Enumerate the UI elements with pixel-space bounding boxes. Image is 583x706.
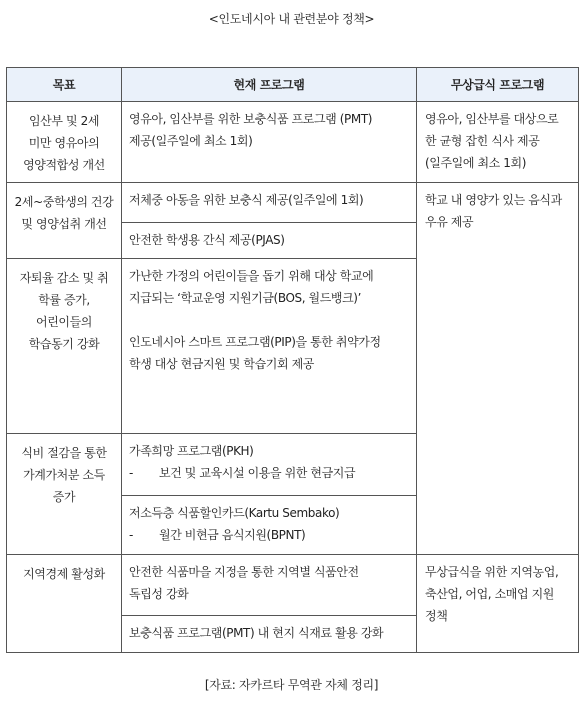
cell-line: 2세~중학생의 건강 bbox=[14, 195, 114, 209]
cell-line: 독립성 강화 bbox=[129, 587, 189, 601]
bullet-text: 월간 비현금 음식지원(BPNT) bbox=[159, 528, 306, 542]
current-program-cell bbox=[122, 183, 417, 223]
cell-line: 가족희망 프로그램(PKH) bbox=[129, 444, 254, 458]
bullet-text: 보건 및 교육시설 이용을 위한 현금지급 bbox=[159, 466, 356, 480]
cell-line: 지급되는 ‘학교운영 지원기금(BOS, 월드뱅크)’ bbox=[129, 291, 362, 305]
cell-line: 지역경제 활성화 bbox=[23, 567, 105, 581]
cell-line: 영유아, 임산부를 위한 보충식품 프로그램 (PMT) bbox=[129, 112, 373, 126]
table-header-row bbox=[7, 68, 579, 102]
cell-line: 제공(일주일에 최소 1회) bbox=[129, 134, 253, 148]
cell-line: 저체중 아동을 위한 보충식 제공(일주일에 1회) bbox=[129, 193, 364, 207]
header-free-meal-program: 무상급식 프로그램 bbox=[417, 68, 579, 102]
cell-line: 우유 제공 bbox=[425, 215, 474, 229]
cell-line: 안전한 학생용 간식 제공(PJAS) bbox=[129, 233, 285, 247]
cell-line: 미만 영유아의 bbox=[28, 136, 100, 150]
spacer bbox=[129, 309, 412, 331]
cell-line: 자퇴율 감소 및 취 bbox=[19, 271, 109, 285]
cell-line: 학습동기 강화 bbox=[28, 337, 100, 351]
cell-line: 영양적합성 개선 bbox=[23, 158, 105, 172]
cell-line: 영유아, 임산부를 대상으로 bbox=[425, 112, 559, 126]
bullet-line bbox=[129, 524, 412, 546]
cell-line: 저소득층 식품할인카드(Kartu Sembako) bbox=[129, 506, 340, 520]
cell-line: 인도네시아 스마트 프로그램(PIP)을 통한 취약가정 bbox=[129, 335, 381, 349]
cell-line: (일주일에 최소 1회) bbox=[425, 156, 526, 170]
current-program-cell bbox=[122, 434, 417, 496]
goal-cell bbox=[7, 555, 122, 653]
free-meal-cell bbox=[417, 102, 579, 183]
source-note: [자료: 자카르타 무역관 자체 정리] bbox=[204, 678, 379, 692]
cell-line: 식비 절감을 통한 bbox=[21, 446, 107, 460]
current-program-cell bbox=[122, 223, 417, 259]
current-program-cell bbox=[122, 496, 417, 555]
table-row bbox=[7, 102, 579, 183]
table-row bbox=[7, 183, 579, 223]
cell-line: 학률 증가, bbox=[38, 293, 90, 307]
cell-line: 보충식품 프로그램(PMT) 내 현지 식재료 활용 강화 bbox=[129, 626, 384, 640]
current-program-cell bbox=[122, 259, 417, 434]
cell-line: 및 영양섭취 개선 bbox=[21, 217, 107, 231]
cell-line: 학생 대상 현금지원 및 학습기회 제공 bbox=[129, 357, 314, 371]
free-meal-cell bbox=[417, 183, 579, 555]
goal-cell bbox=[7, 183, 122, 259]
cell-line: 학교 내 영양가 있는 음식과 bbox=[425, 193, 562, 207]
current-program-cell bbox=[122, 616, 417, 653]
cell-line: 증가 bbox=[52, 490, 76, 504]
current-program-cell bbox=[122, 555, 417, 616]
document-title: <인도네시아 내 관련분야 정책> bbox=[208, 12, 375, 26]
cell-line: 축산업, 어업, 소매업 지원 bbox=[425, 587, 554, 601]
cell-line: 어린이들의 bbox=[36, 315, 92, 329]
dash-marker: - bbox=[129, 466, 133, 480]
cell-line: 안전한 식품마을 지정을 통한 지역별 식품안전 bbox=[129, 565, 359, 579]
current-program-cell bbox=[122, 102, 417, 183]
policy-table bbox=[6, 67, 579, 653]
cell-line: 가난한 가정의 어린이들을 돕기 위해 대상 학교에 bbox=[129, 269, 374, 283]
cell-line: 가계가처분 소득 bbox=[23, 468, 105, 482]
cell-line: 정책 bbox=[425, 609, 448, 623]
free-meal-cell bbox=[417, 555, 579, 653]
dash-marker: - bbox=[129, 528, 133, 542]
table-row bbox=[7, 555, 579, 616]
header-goal: 목표 bbox=[7, 68, 122, 102]
goal-cell bbox=[7, 434, 122, 555]
goal-cell bbox=[7, 102, 122, 183]
cell-line: 한 균형 잡힌 식사 제공 bbox=[425, 134, 540, 148]
goal-cell bbox=[7, 259, 122, 434]
header-current-program: 현재 프로그램 bbox=[122, 68, 417, 102]
cell-line: 임산부 및 2세 bbox=[28, 114, 100, 128]
cell-line: 무상급식을 위한 지역농업, bbox=[425, 565, 559, 579]
bullet-line bbox=[129, 462, 412, 484]
